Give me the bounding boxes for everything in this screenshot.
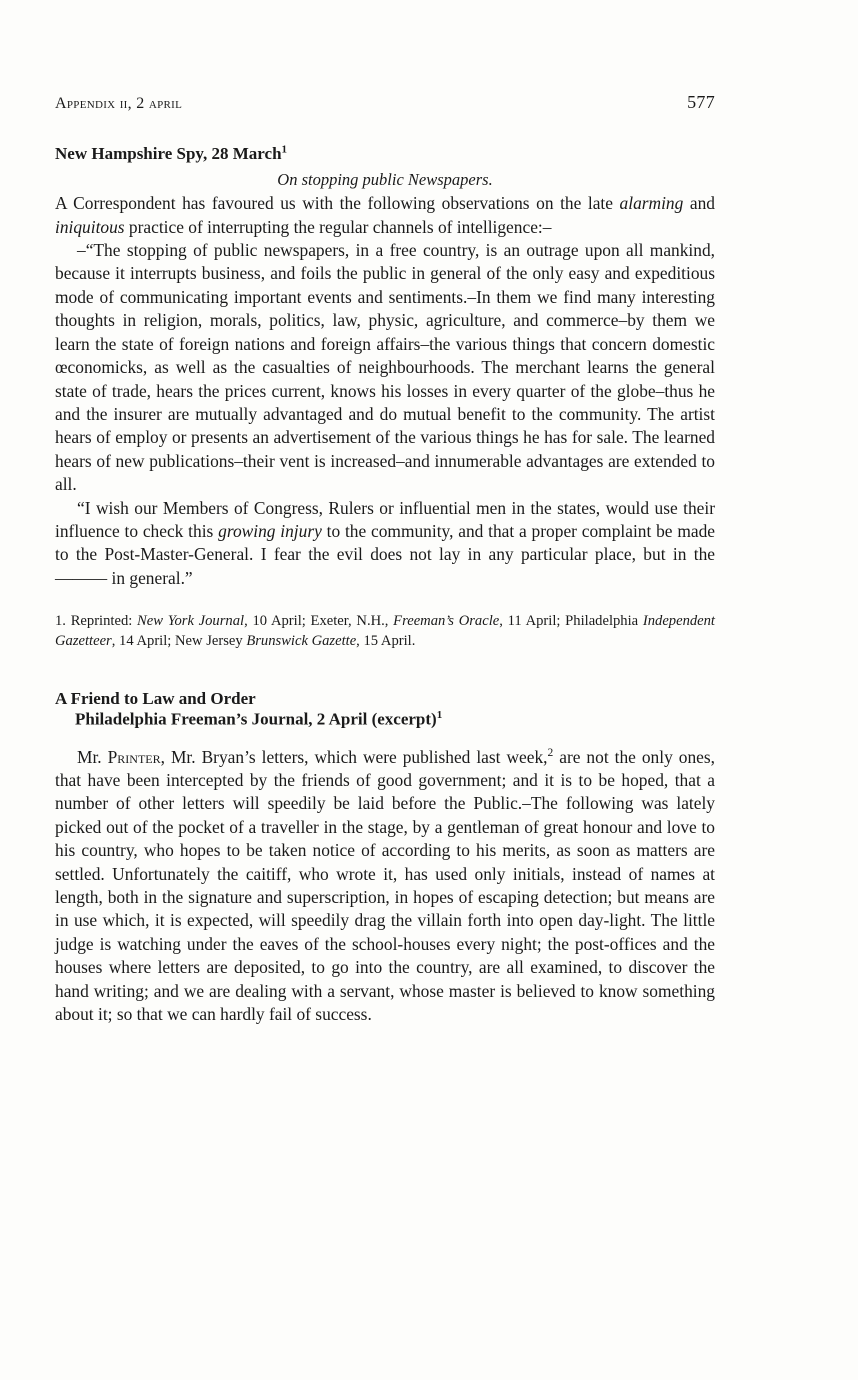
doc2-paragraph-1: [55, 746, 715, 1027]
document-one: [55, 143, 715, 651]
doc1-p1-italic-iniquitous: iniquitous: [55, 216, 125, 237]
running-head-title: Appendix ii, 2 april: [55, 95, 183, 112]
doc1-p3-seg-b: to the community, and that a proper complaint be made to the Post-Master-General. I fear the evil does not lay in any particular place, but in the ——— in general.”: [55, 520, 715, 588]
document-two: [55, 689, 715, 1027]
doc1-footnote-number: 1.: [55, 613, 71, 630]
page-content: [55, 92, 715, 1027]
doc1-p3-italic-growing-injury: growing injury: [218, 520, 322, 541]
page-number: 577: [687, 92, 715, 112]
doc1-footnote-italic-2: Freeman’s Oracle: [393, 613, 500, 630]
doc2-p1-smallcaps-printer: Printer: [107, 746, 161, 767]
doc1-paragraph-1: [55, 192, 715, 239]
doc1-footnote-italic-4: Brunswick Gazette: [246, 632, 357, 649]
doc1-p1-italic-alarming: alarming: [619, 193, 684, 214]
doc1-p1-seg-a: A Correspondent has favoured us with the following observations on the late: [55, 193, 620, 214]
doc1-paragraph-3: [55, 497, 715, 591]
doc1-subtitle: On stopping public Newspapers.: [277, 170, 493, 190]
doc1-footnote-seg-3: , 11 April; Philadelphia: [499, 613, 643, 630]
doc1-p3-seg-a: “I wish our Members of Congress, Rulers or influential men in the states, would use their influence to check this: [55, 497, 715, 541]
doc2-p1-seg-a: Mr.: [77, 746, 108, 767]
doc1-footnote-seg-4: , 14 April; New Jersey: [111, 632, 247, 649]
doc1-p1-seg-c: practice of interrupting the regular channels of intelligence:–: [124, 216, 552, 237]
doc2-p1-seg-b: , Mr. Bryan’s letters, which were published last week,: [160, 746, 548, 767]
doc1-footnote-seg-2: , 10 April; Exeter, N.H.,: [244, 613, 394, 630]
doc2-heading-source-text: Philadelphia Freeman’s Journal, 2 April (excerpt): [75, 709, 437, 729]
doc1-footnote-italic-1: New York Journal: [137, 613, 245, 630]
doc2-p1-footnote-marker: 2: [547, 746, 554, 759]
running-head: [55, 92, 715, 113]
doc1-heading-text: New Hampshire Spy, 28 March: [55, 144, 282, 163]
doc2-p1-seg-c: are not the only ones, that have been intercepted by the friends of good government; and it is to be hoped, that a number of other letters will speedily be laid before the Public.–The following was lately picked out of the pocket of a traveller in the stage, by a gentleman of great honour and love to his country, who hopes to be taken notice of according to his merits, as soon as matters are settled. Unfortunately the caitiff, who wrote it, has used only initials, instead of names at length, both in the signature and superscription, in hopes of escaping detection; but means are in use which, it is expected, will speedily drag the villain forth into open day-light. The little judge is watching under the eaves of the school-houses every night; the post-offices and the houses where letters are deposited, to go into the country, are all examined, to discover the hand writing; and we are dealing with a servant, whose master is believed to know something about it; so that we can hardly fail of success.: [55, 746, 715, 1025]
doc1-footnote-italic-3: Independent Gazetteer: [55, 613, 715, 649]
doc1-heading-footnote-marker: 1: [281, 143, 288, 156]
doc1-p1-seg-b: and: [683, 193, 715, 214]
doc1-heading: [55, 143, 715, 164]
doc1-paragraph-2: –“The stopping of public newspapers, in a free country, is an outrage upon all mankind, because it interrupts business, and foils the public in general of the only easy and expeditious mode of communicating important events and sentiments.–In them we find many interesting thoughts in religion, morals, politics, law, physic, agriculture, and commerce–by them we learn the state of foreign nations and foreign affairs–the various things that concern domestic œconomicks, as well as the casualties of neighbourhoods. The merchant learns the general state of trade, hears the prices current, knows his losses in every quarter of the globe–thus he and the insurer are mutually advantaged and do mutual benefit to the community. The artist hears of employ or presents an advertisement of the various things he has for sale. The learned hears of new publications–their vent is increased–and innumerable advantages are extended to all.: [55, 240, 715, 495]
doc1-footnote: [55, 612, 715, 651]
doc2-heading-source: [55, 709, 715, 730]
doc1-footnote-seg-5: , 15 April.: [356, 632, 416, 649]
doc2-heading-footnote-marker: 1: [436, 708, 443, 721]
doc2-heading-author: A Friend to Law and Order: [55, 688, 256, 708]
doc1-footnote-seg-1: Reprinted:: [70, 613, 138, 630]
